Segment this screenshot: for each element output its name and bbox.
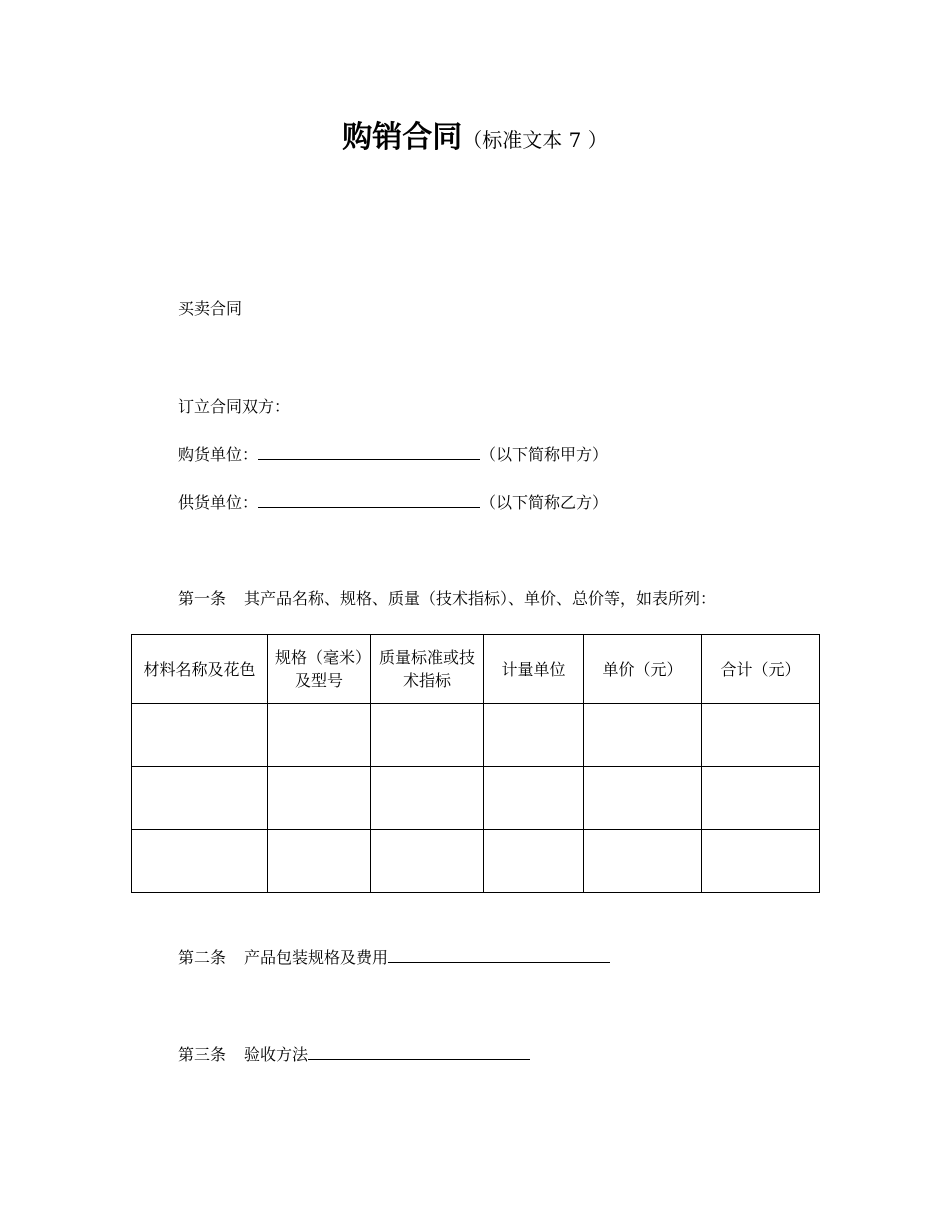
article-2-number: 第二条	[178, 948, 227, 967]
header-material-name: 材料名称及花色	[132, 635, 268, 704]
table-header-row	[132, 635, 820, 704]
header-unit-price: 单价（元）	[584, 635, 702, 704]
article-1	[178, 588, 716, 610]
article-1-text: 其产品名称、规格、质量（技术指标）、单价、总价等，如表所列：	[244, 589, 717, 608]
table-cell[interactable]	[268, 830, 371, 893]
article-3-text: 验收方法	[244, 1045, 309, 1064]
article-2	[178, 946, 610, 969]
seller-blank-field[interactable]	[258, 491, 480, 508]
table-cell[interactable]	[702, 830, 820, 893]
seller-label: 供货单位：	[178, 493, 259, 512]
title-main: 购销合同	[342, 120, 463, 155]
table-cell[interactable]	[484, 830, 584, 893]
table-cell[interactable]	[132, 704, 268, 767]
contract-heading: 买卖合同	[178, 299, 243, 318]
table-cell[interactable]	[371, 767, 484, 830]
title-subtitle: （标准文本 7 ）	[462, 128, 608, 152]
table-cell[interactable]	[371, 704, 484, 767]
article-2-blank-field[interactable]	[388, 946, 610, 963]
table-cell[interactable]	[132, 767, 268, 830]
parties-intro: 订立合同双方：	[178, 397, 291, 416]
buyer-suffix: （以下简称甲方）	[480, 445, 609, 464]
header-quality-standard: 质量标准或技术指标	[371, 635, 484, 704]
document-title	[0, 112, 950, 156]
table-cell[interactable]	[702, 767, 820, 830]
table-cell[interactable]	[584, 767, 702, 830]
table-row	[132, 830, 820, 893]
buyer-blank-field[interactable]	[258, 443, 480, 460]
table-cell[interactable]	[484, 767, 584, 830]
table-cell[interactable]	[268, 767, 371, 830]
seller-suffix: （以下简称乙方）	[480, 493, 609, 512]
buyer-label: 购货单位：	[178, 445, 259, 464]
table-cell[interactable]	[371, 830, 484, 893]
table-cell[interactable]	[268, 704, 371, 767]
buyer-line	[178, 443, 608, 466]
article-3-blank-field[interactable]	[308, 1043, 530, 1060]
table-cell[interactable]	[702, 704, 820, 767]
header-total: 合计（元）	[702, 635, 820, 704]
table-cell[interactable]	[484, 704, 584, 767]
table-row	[132, 767, 820, 830]
header-unit: 计量单位	[484, 635, 584, 704]
article-3	[178, 1043, 530, 1066]
table-cell[interactable]	[584, 830, 702, 893]
seller-line	[178, 491, 608, 514]
article-3-number: 第三条	[178, 1045, 227, 1064]
goods-table	[131, 634, 820, 893]
table-cell[interactable]	[584, 704, 702, 767]
table-row	[132, 704, 820, 767]
header-spec-model: 规格（毫米）及型号	[268, 635, 371, 704]
article-2-text: 产品包装规格及费用	[244, 948, 389, 967]
table-cell[interactable]	[132, 830, 268, 893]
article-1-number: 第一条	[178, 589, 227, 608]
